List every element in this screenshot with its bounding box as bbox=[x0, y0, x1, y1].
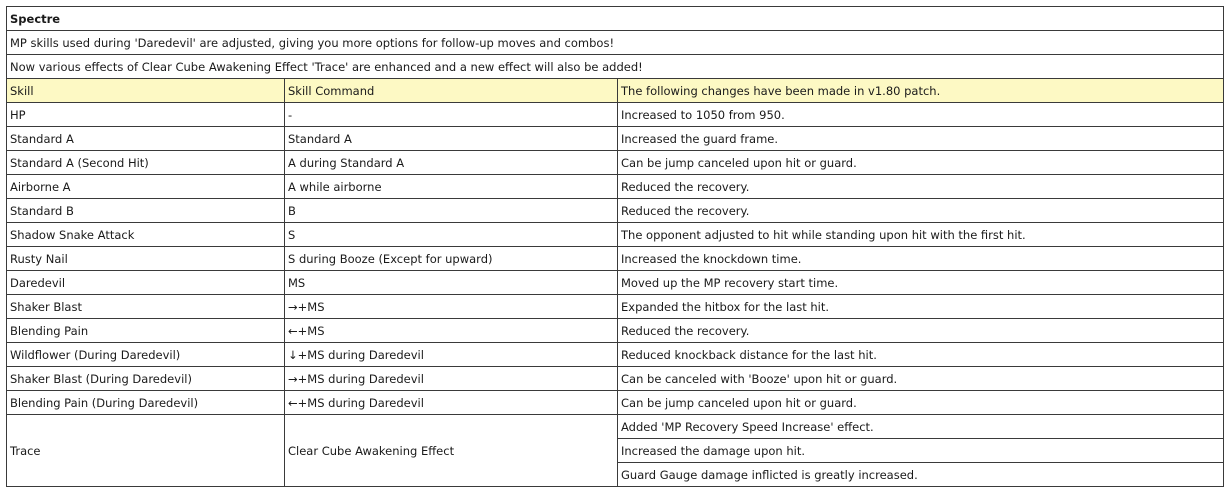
change-cell: Reduced the recovery. bbox=[618, 199, 1224, 223]
command-cell: →+MS bbox=[285, 295, 618, 319]
intro-row bbox=[7, 55, 1224, 79]
table-row bbox=[7, 391, 1224, 415]
table-row bbox=[7, 127, 1224, 151]
command-cell: A during Standard A bbox=[285, 151, 618, 175]
skill-cell: Wildflower (During Daredevil) bbox=[7, 343, 285, 367]
change-cell: Increased the guard frame. bbox=[618, 127, 1224, 151]
table-row bbox=[7, 151, 1224, 175]
patch-notes-table bbox=[6, 6, 1224, 487]
patch-notes bbox=[6, 6, 1224, 487]
header-change: The following changes have been made in v1.80 patch. bbox=[618, 79, 1224, 103]
character-title: Spectre bbox=[7, 7, 1224, 31]
command-cell: Standard A bbox=[285, 127, 618, 151]
command-cell: Clear Cube Awakening Effect bbox=[285, 415, 618, 487]
table-row-trace bbox=[7, 415, 1224, 439]
skill-cell: HP bbox=[7, 103, 285, 127]
table-row bbox=[7, 103, 1224, 127]
title-row bbox=[7, 7, 1224, 31]
skill-cell: Shaker Blast bbox=[7, 295, 285, 319]
command-cell: - bbox=[285, 103, 618, 127]
table-row bbox=[7, 343, 1224, 367]
command-cell: MS bbox=[285, 271, 618, 295]
skill-cell: Blending Pain bbox=[7, 319, 285, 343]
change-cell: Reduced the recovery. bbox=[618, 319, 1224, 343]
change-cell: Reduced knockback distance for the last hit. bbox=[618, 343, 1224, 367]
skill-cell: Rusty Nail bbox=[7, 247, 285, 271]
change-cell: Can be canceled with 'Booze' upon hit or guard. bbox=[618, 367, 1224, 391]
skill-cell: Standard A (Second Hit) bbox=[7, 151, 285, 175]
change-cell: Expanded the hitbox for the last hit. bbox=[618, 295, 1224, 319]
intro-line: Now various effects of Clear Cube Awakening Effect 'Trace' are enhanced and a new effect will also be added! bbox=[7, 55, 1224, 79]
change-cell: Increased to 1050 from 950. bbox=[618, 103, 1224, 127]
intro-row bbox=[7, 31, 1224, 55]
skill-cell: Shaker Blast (During Daredevil) bbox=[7, 367, 285, 391]
command-cell: S bbox=[285, 223, 618, 247]
table-row bbox=[7, 199, 1224, 223]
table-row bbox=[7, 223, 1224, 247]
command-cell: ←+MS during Daredevil bbox=[285, 391, 618, 415]
change-cell: Can be jump canceled upon hit or guard. bbox=[618, 391, 1224, 415]
change-cell: Increased the damage upon hit. bbox=[618, 439, 1224, 463]
table-row bbox=[7, 295, 1224, 319]
skill-cell: Shadow Snake Attack bbox=[7, 223, 285, 247]
table-row bbox=[7, 271, 1224, 295]
change-cell: Added 'MP Recovery Speed Increase' effect. bbox=[618, 415, 1224, 439]
table-row bbox=[7, 319, 1224, 343]
change-cell: Moved up the MP recovery start time. bbox=[618, 271, 1224, 295]
table-row bbox=[7, 367, 1224, 391]
command-cell: A while airborne bbox=[285, 175, 618, 199]
skill-cell: Trace bbox=[7, 415, 285, 487]
skill-cell: Blending Pain (During Daredevil) bbox=[7, 391, 285, 415]
command-cell: →+MS during Daredevil bbox=[285, 367, 618, 391]
header-row bbox=[7, 79, 1224, 103]
header-command: Skill Command bbox=[285, 79, 618, 103]
command-cell: ↓+MS during Daredevil bbox=[285, 343, 618, 367]
change-cell: The opponent adjusted to hit while standing upon hit with the first hit. bbox=[618, 223, 1224, 247]
header-skill: Skill bbox=[7, 79, 285, 103]
skill-cell: Standard B bbox=[7, 199, 285, 223]
command-cell: B bbox=[285, 199, 618, 223]
intro-line: MP skills used during 'Daredevil' are adjusted, giving you more options for follow-up moves and combos! bbox=[7, 31, 1224, 55]
skill-cell: Daredevil bbox=[7, 271, 285, 295]
table-row bbox=[7, 175, 1224, 199]
skill-cell: Standard A bbox=[7, 127, 285, 151]
change-cell: Can be jump canceled upon hit or guard. bbox=[618, 151, 1224, 175]
command-cell: ←+MS bbox=[285, 319, 618, 343]
command-cell: S during Booze (Except for upward) bbox=[285, 247, 618, 271]
table-row bbox=[7, 247, 1224, 271]
skill-cell: Airborne A bbox=[7, 175, 285, 199]
change-cell: Reduced the recovery. bbox=[618, 175, 1224, 199]
change-cell: Guard Gauge damage inflicted is greatly increased. bbox=[618, 463, 1224, 487]
change-cell: Increased the knockdown time. bbox=[618, 247, 1224, 271]
